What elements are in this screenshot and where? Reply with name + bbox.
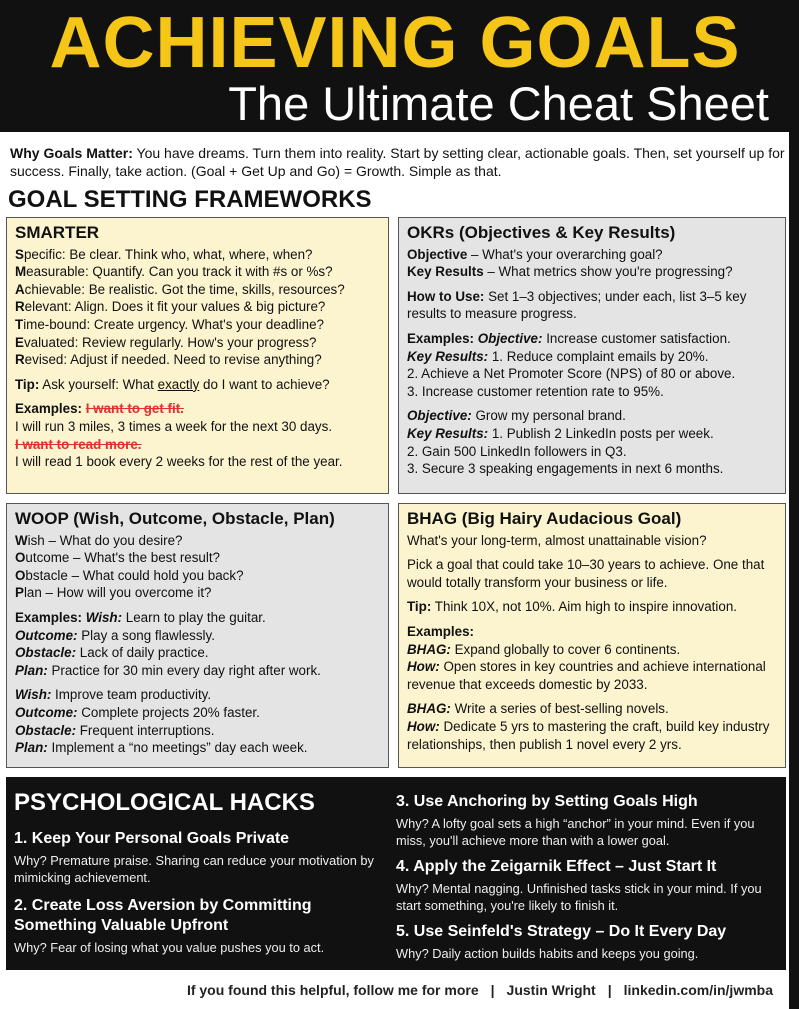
hack-heading: 2. Create Loss Aversion by Committing Something Valuable Upfront xyxy=(14,897,312,934)
text-segment: 1. Publish 2 LinkedIn posts per week. xyxy=(488,425,714,441)
text-segment: ish – What do you desire? xyxy=(27,532,183,548)
woop-box xyxy=(6,503,389,768)
text-segment: Examples: xyxy=(407,330,478,346)
hack-item xyxy=(14,829,384,886)
text-segment: Objective: xyxy=(477,330,543,346)
text-segment: chievable: Be realistic. Got the time, skills, resources? xyxy=(24,281,345,297)
text-line xyxy=(407,598,777,616)
text-segment: – What's your overarching goal? xyxy=(467,246,663,262)
text-segment: Write a series of best-selling novels. xyxy=(450,701,669,717)
text-line xyxy=(407,246,777,264)
text-segment: lan – How will you overcome it? xyxy=(23,585,212,601)
text-line xyxy=(407,425,777,443)
text-segment: BHAG: xyxy=(407,701,451,717)
text-segment: Play a song flawlessly. xyxy=(77,627,215,643)
header-banner xyxy=(0,0,799,132)
smarter-title: SMARTER xyxy=(15,223,100,242)
text-segment: Set 1–3 objectives; under each, list 3–5 key results to measure progress. xyxy=(407,288,747,322)
psych-title: PSYCHOLOGICAL HACKS xyxy=(14,789,315,816)
text-segment: Pick a goal that could take 10–30 years to achieve. One that would totally transform your business or life. xyxy=(407,557,765,590)
text-line xyxy=(15,739,380,757)
text-line xyxy=(15,567,380,585)
text-line xyxy=(407,623,777,641)
paragraph xyxy=(15,400,380,470)
text-line xyxy=(15,334,380,352)
footer-cta: If you found this helpful, follow me for more xyxy=(186,982,479,998)
hack-text: Why? A lofty goal sets a high “anchor” in your mind. Even if you miss, you'll achieve more than with a lower goal. xyxy=(396,816,755,848)
text-line xyxy=(407,407,777,425)
woop-title: WOOP (Wish, Outcome, Obstacle, Plan) xyxy=(15,509,335,528)
paragraph xyxy=(407,330,777,400)
text-segment: ime-bound: Create urgency. What's your deadline? xyxy=(23,316,324,332)
text-line xyxy=(15,418,380,436)
text-line xyxy=(15,263,380,281)
text-line xyxy=(407,330,777,348)
text-segment: pecific: Be clear. Think who, what, where, when? xyxy=(23,246,313,262)
text-segment: Ask yourself: What xyxy=(39,376,158,392)
text-line xyxy=(15,549,380,567)
text-segment: Increase customer satisfaction. xyxy=(542,330,731,346)
text-line xyxy=(15,453,380,471)
hack-heading: 4. Apply the Zeigarnik Effect – Just Start It xyxy=(396,858,717,875)
footer-separator: | xyxy=(490,982,495,998)
text-line xyxy=(407,383,777,401)
text-segment: evised: Adjust if needed. Need to revise anything? xyxy=(24,352,322,368)
text-line xyxy=(15,532,380,550)
text-line xyxy=(407,700,777,718)
text-segment: Implement a “no meetings” day each week. xyxy=(47,740,308,756)
text-segment: Lack of daily practice. xyxy=(76,645,209,661)
text-segment: T xyxy=(15,316,24,332)
smarter-box xyxy=(6,217,389,494)
text-segment: Learn to play the guitar. xyxy=(122,609,266,625)
main-title: ACHIEVING GOALS xyxy=(49,3,741,83)
text-segment: E xyxy=(15,334,24,350)
text-segment: Improve team productivity. xyxy=(51,687,212,703)
text-segment: Expand globally to cover 6 continents. xyxy=(450,641,681,657)
hack-text: Why? Daily action builds habits and keeps you going. xyxy=(396,946,699,961)
text-segment: How to Use: xyxy=(407,288,485,304)
why-label: Why Goals Matter: xyxy=(10,145,133,161)
paragraph xyxy=(407,288,777,323)
linkedin-link[interactable]: linkedin.com/in/jwmba xyxy=(623,982,773,998)
text-segment: 3. Increase customer retention rate to 95%. xyxy=(407,383,664,399)
text-segment: do I want to achieve? xyxy=(199,376,330,392)
text-segment: utcome – What's the best result? xyxy=(25,550,221,566)
text-segment: Obstacle: xyxy=(15,645,77,661)
hack-item xyxy=(396,922,766,962)
text-segment: Dedicate 5 yrs to mastering the craft, build key industry relationships, then publish 1 novel every 2 yrs. xyxy=(407,718,770,752)
hack-text: Why? Fear of losing what you value pushes you to act. xyxy=(14,940,325,955)
paragraph xyxy=(15,246,380,369)
paragraph xyxy=(407,532,777,550)
text-segment: Examples: xyxy=(407,623,474,639)
paragraph xyxy=(15,376,380,394)
text-line xyxy=(407,443,777,461)
text-segment: How: xyxy=(407,659,440,675)
text-segment: What's your long-term, almost unattainable vision? xyxy=(407,532,707,548)
text-segment: Complete projects 20% faster. xyxy=(77,704,260,720)
hack-text: Why? Premature praise. Sharing can reduce your motivation by mimicking achievement. xyxy=(14,853,374,885)
text-line xyxy=(15,609,380,627)
text-segment: W xyxy=(15,532,28,548)
paragraph xyxy=(15,686,380,756)
bhag-title: BHAG (Big Hairy Audacious Goal) xyxy=(407,509,682,528)
text-segment: Wish: xyxy=(85,609,123,625)
text-segment: R xyxy=(15,352,25,368)
text-segment: 2. Achieve a Net Promoter Score (NPS) of 80 or above. xyxy=(407,366,736,382)
okrs-box xyxy=(398,217,786,494)
text-segment: Frequent interruptions. xyxy=(76,722,215,738)
hack-heading: 3. Use Anchoring by Setting Goals High xyxy=(396,793,698,810)
text-segment: Tip: xyxy=(407,599,432,615)
struck-example: I want to read more. xyxy=(15,436,142,452)
text-segment: Plan: xyxy=(15,662,48,678)
author-name: Justin Wright xyxy=(506,982,596,998)
text-segment: valuated: Review regularly. How's your progress? xyxy=(23,334,317,350)
text-segment: Grow my personal brand. xyxy=(471,408,626,424)
text-line xyxy=(15,704,380,722)
text-segment: Practice for 30 min every day right after work. xyxy=(47,662,321,678)
text-segment: O xyxy=(15,567,26,583)
text-segment: Objective xyxy=(407,246,468,262)
text-segment: bstacle – What could hold you back? xyxy=(25,567,244,583)
text-line xyxy=(15,376,380,394)
text-line xyxy=(15,644,380,662)
text-segment: Open stores in key countries and achieve international revenue that exceeds domestic by 2033. xyxy=(407,659,766,692)
paragraph xyxy=(15,609,380,679)
paragraph xyxy=(407,623,777,693)
text-line xyxy=(407,556,777,591)
text-line xyxy=(15,686,380,704)
text-segment: 3. Secure 3 speaking engagements in next 6 months. xyxy=(407,461,724,477)
why-goals-matter xyxy=(10,144,785,180)
text-segment: Objective: xyxy=(407,408,472,424)
paragraph xyxy=(407,700,777,753)
footer xyxy=(181,982,779,998)
text-line xyxy=(15,316,380,334)
text-line xyxy=(15,722,380,740)
hack-text: Why? Mental nagging. Unfinished tasks stick in your mind. If you start something, you're likely to finish it. xyxy=(396,881,762,913)
text-line xyxy=(15,627,380,645)
text-segment: BHAG: xyxy=(407,641,451,657)
text-line xyxy=(15,246,380,264)
text-segment: 2. Gain 500 LinkedIn followers in Q3. xyxy=(407,443,627,459)
text-line xyxy=(15,351,380,369)
text-segment: O xyxy=(15,550,26,566)
text-segment: P xyxy=(15,585,24,601)
text-segment: R xyxy=(15,299,25,315)
text-segment: S xyxy=(15,246,24,262)
footer-separator: | xyxy=(607,982,612,998)
text-segment: I will run 3 miles, 3 times a week for the next 30 days. xyxy=(15,418,333,434)
text-segment: Key Results: xyxy=(407,425,489,441)
text-segment: How: xyxy=(407,718,440,734)
text-line xyxy=(407,658,777,693)
text-line xyxy=(15,436,380,454)
text-segment: exactly xyxy=(157,376,200,392)
okrs-title: OKRs (Objectives & Key Results) xyxy=(407,223,676,242)
text-segment: Tip: xyxy=(15,376,40,392)
text-segment: – What metrics show you're progressing? xyxy=(483,264,733,280)
hack-item xyxy=(396,857,766,914)
text-line xyxy=(15,298,380,316)
paragraph xyxy=(407,598,777,616)
bhag-box xyxy=(398,503,786,768)
struck-example: I want to get fit. xyxy=(85,401,184,417)
text-line xyxy=(407,532,777,550)
text-segment: easurable: Quantify. Can you track it with #s or %s? xyxy=(26,264,333,280)
subtitle: The Ultimate Cheat Sheet xyxy=(228,77,769,130)
hack-item xyxy=(396,792,766,849)
why-text: You have dreams. Turn them into reality. Start by setting clear, actionable goals. Then, set yourself up for success. Finally, take action. (Goal + Get Up and Go) = Growth. Simple as that. xyxy=(10,145,785,179)
text-line xyxy=(407,718,777,753)
text-line xyxy=(15,400,380,418)
hack-heading: 1. Keep Your Personal Goals Private xyxy=(14,830,290,847)
text-line xyxy=(407,641,777,659)
paragraph xyxy=(407,246,777,281)
text-segment: A xyxy=(15,281,25,297)
paragraph xyxy=(15,532,380,602)
paragraph xyxy=(407,407,777,477)
text-segment: I will read 1 book every 2 weeks for the rest of the year. xyxy=(15,454,343,470)
text-line xyxy=(15,584,380,602)
text-segment: Outcome: xyxy=(15,704,78,720)
text-segment: Plan: xyxy=(15,740,48,756)
text-line xyxy=(15,281,380,299)
edge-strip xyxy=(789,0,799,1009)
text-segment: Key Results: xyxy=(407,348,489,364)
text-segment: Outcome: xyxy=(15,627,78,643)
text-segment: Obstacle: xyxy=(15,722,77,738)
text-segment: Wish: xyxy=(15,687,52,703)
text-segment: 1. Reduce complaint emails by 20%. xyxy=(488,348,709,364)
text-segment: elevant: Align. Does it fit your values & big picture? xyxy=(24,299,326,315)
text-segment: Think 10X, not 10%. Aim high to inspire innovation. xyxy=(431,599,737,615)
hack-heading: 5. Use Seinfeld's Strategy – Do It Every Day xyxy=(396,923,727,940)
text-segment: M xyxy=(15,264,27,280)
text-line xyxy=(15,662,380,680)
text-line xyxy=(407,365,777,383)
text-line xyxy=(407,263,777,281)
section-title: GOAL SETTING FRAMEWORKS xyxy=(8,186,372,213)
text-line xyxy=(407,288,777,323)
text-segment: Examples: xyxy=(15,401,86,417)
text-line xyxy=(407,348,777,366)
text-segment: Key Results xyxy=(407,264,484,280)
text-segment: Examples: xyxy=(15,609,86,625)
paragraph xyxy=(407,556,777,591)
hack-item xyxy=(14,896,384,956)
psychological-hacks xyxy=(6,777,786,970)
text-line xyxy=(407,460,777,478)
